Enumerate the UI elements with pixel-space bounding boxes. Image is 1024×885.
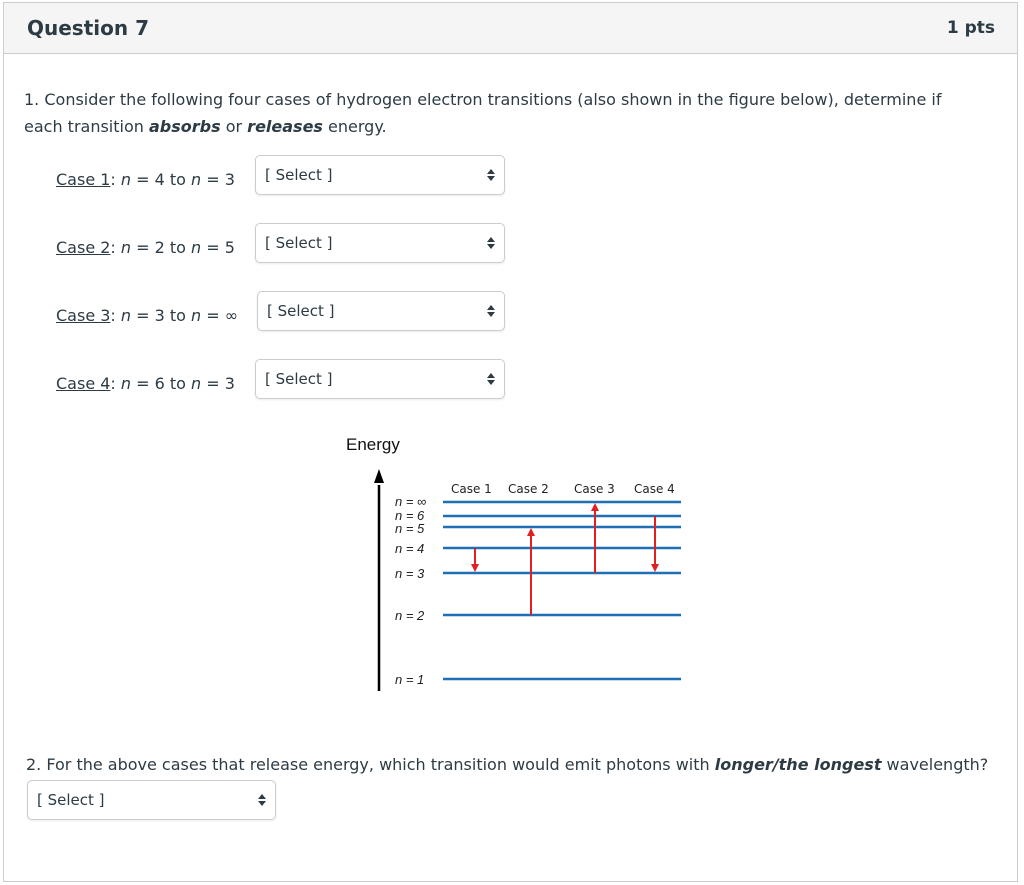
question-2-select[interactable] (27, 780, 276, 820)
level-label-inf: n = ∞ (395, 494, 427, 509)
case-4-label: Case 4: n = 6 to n = 3 (56, 374, 235, 393)
case-2-select-value: [ Select ] (265, 234, 333, 252)
q2-end: wavelength? (881, 755, 989, 774)
case-3-select[interactable] (257, 291, 505, 331)
q2-text: 2. For the above cases that release energy, which transition would emit photons with (26, 755, 715, 774)
select-arrows-icon (486, 370, 496, 388)
case-1-label: Case 1: n = 4 to n = 3 (56, 170, 235, 189)
select-arrows-icon (486, 166, 496, 184)
question-2-text (26, 755, 988, 774)
level-label-3: n = 3 (395, 566, 425, 581)
case-1-name: Case 1 (56, 170, 111, 189)
case-4-figure-label: Case 4 (634, 482, 675, 496)
level-label-1: n = 1 (395, 672, 425, 687)
q2-select-value: [ Select ] (37, 791, 105, 809)
question-points: 1 pts (946, 18, 995, 38)
energy-level-diagram (330, 425, 710, 705)
level-label-5: n = 5 (395, 521, 425, 536)
stem-text: 1. Consider the following four cases of hydrogen electron transitions (also shown in the figure below), determine if each transition (24, 90, 942, 136)
stem-or: or (220, 117, 248, 136)
case-1-select-value: [ Select ] (265, 166, 333, 184)
case-4-select-value: [ Select ] (265, 370, 333, 388)
case-2-select[interactable] (255, 223, 505, 263)
energy-axis-arrowhead (374, 469, 384, 483)
case-2-name: Case 2 (56, 238, 111, 257)
question-header (4, 3, 1017, 54)
case-1-figure-label: Case 1 (451, 482, 492, 496)
q2-emph: longer/the longest (714, 755, 882, 774)
select-arrows-icon (486, 234, 496, 252)
case-3-name: Case 3 (56, 306, 111, 325)
question-title: Question 7 (27, 16, 149, 40)
question-stem (24, 86, 984, 140)
case-3-select-value: [ Select ] (267, 302, 335, 320)
level-label-6: n = 6 (395, 508, 425, 523)
case-3-label: Case 3: n = 3 to n = ∞ (56, 306, 239, 325)
level-label-4: n = 4 (395, 541, 425, 556)
select-arrows-icon (257, 791, 267, 809)
case-1-select[interactable] (255, 155, 505, 195)
stem-absorbs: absorbs (148, 117, 221, 136)
stem-end: energy. (322, 117, 387, 136)
case-2-figure-label: Case 2 (508, 482, 549, 496)
case-4-name: Case 4 (56, 374, 111, 393)
case-3-figure-label: Case 3 (574, 482, 615, 496)
case-2-label: Case 2: n = 2 to n = 5 (56, 238, 235, 257)
level-label-2: n = 2 (395, 608, 425, 623)
case-4-select[interactable] (255, 359, 505, 399)
stem-releases: releases (247, 117, 323, 136)
energy-axis-label: Energy (346, 435, 400, 454)
select-arrows-icon (486, 302, 496, 320)
